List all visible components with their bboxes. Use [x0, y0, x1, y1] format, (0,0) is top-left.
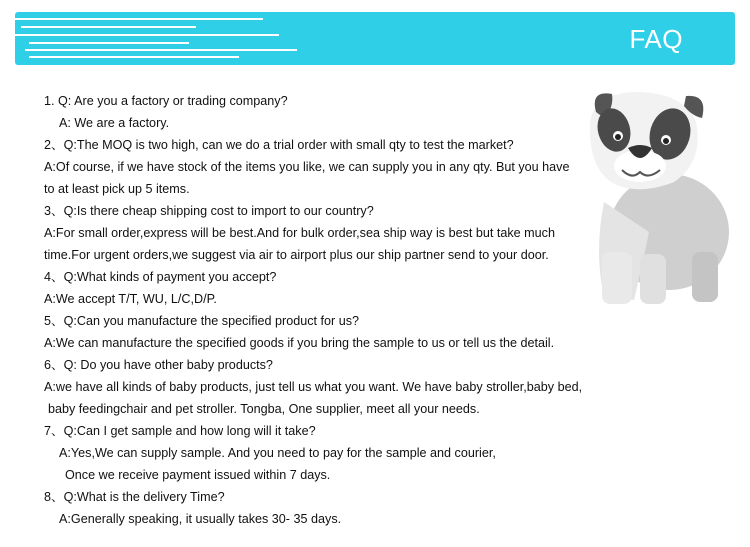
faq-answer: to at least pick up 5 items. [44, 182, 190, 196]
faq-list [44, 90, 604, 530]
faq-question: 2、Q:The MOQ is two high, can we do a trial order with small qty to test the market? [44, 138, 514, 152]
faq-answer: A:we have all kinds of baby products, just tell us what you want. We have baby stroller,baby bed, [44, 380, 583, 394]
faq-answer: A:We accept T/T, WU, L/C,D/P. [44, 292, 217, 306]
faq-question: 6、Q: Do you have other baby products? [44, 358, 273, 372]
faq-question: 4、Q:What kinds of payment you accept? [44, 270, 277, 284]
faq-answer: Once we receive payment issued within 7 days. [65, 468, 331, 482]
banner-stripe [21, 26, 196, 28]
faq-answer: A:For small order,express will be best.And for bulk order,sea ship way is best but take much [44, 226, 555, 240]
banner-stripe [15, 34, 279, 36]
banner-stripe [15, 18, 263, 20]
faq-answer: baby feedingchair and pet stroller. Tongba, One supplier, meet all your needs. [48, 402, 480, 416]
faq-banner [15, 12, 735, 65]
banner-stripe [29, 56, 239, 58]
bulldog-illustration [574, 82, 734, 322]
faq-question: 1. Q: Are you a factory or trading company? [44, 94, 288, 108]
faq-answer: A:Of course, if we have stock of the items you like, we can supply you in any qty. But you have [44, 160, 570, 174]
faq-answer: A: We are a factory. [59, 116, 170, 130]
faq-question: 8、Q:What is the delivery Time? [44, 490, 225, 504]
faq-answer: A:Yes,We can supply sample. And you need to pay for the sample and courier, [59, 446, 496, 460]
faq-answer: A:Generally speaking, it usually takes 30- 35 days. [59, 512, 342, 526]
banner-stripe [25, 49, 297, 51]
faq-answer: A:We can manufacture the specified goods if you bring the sample to us or tell us the detail. [44, 336, 555, 350]
faq-question: 3、Q:Is there cheap shipping cost to import to our country? [44, 204, 374, 218]
faq-answer: time.For urgent orders,we suggest via air to airport plus our ship partner send to your door. [44, 248, 549, 262]
faq-question: 7、Q:Can I get sample and how long will it take? [44, 424, 316, 438]
banner-stripe [29, 42, 189, 44]
banner-title: FAQ [629, 24, 683, 54]
faq-question: 5、Q:Can you manufacture the specified product for us? [44, 314, 360, 328]
